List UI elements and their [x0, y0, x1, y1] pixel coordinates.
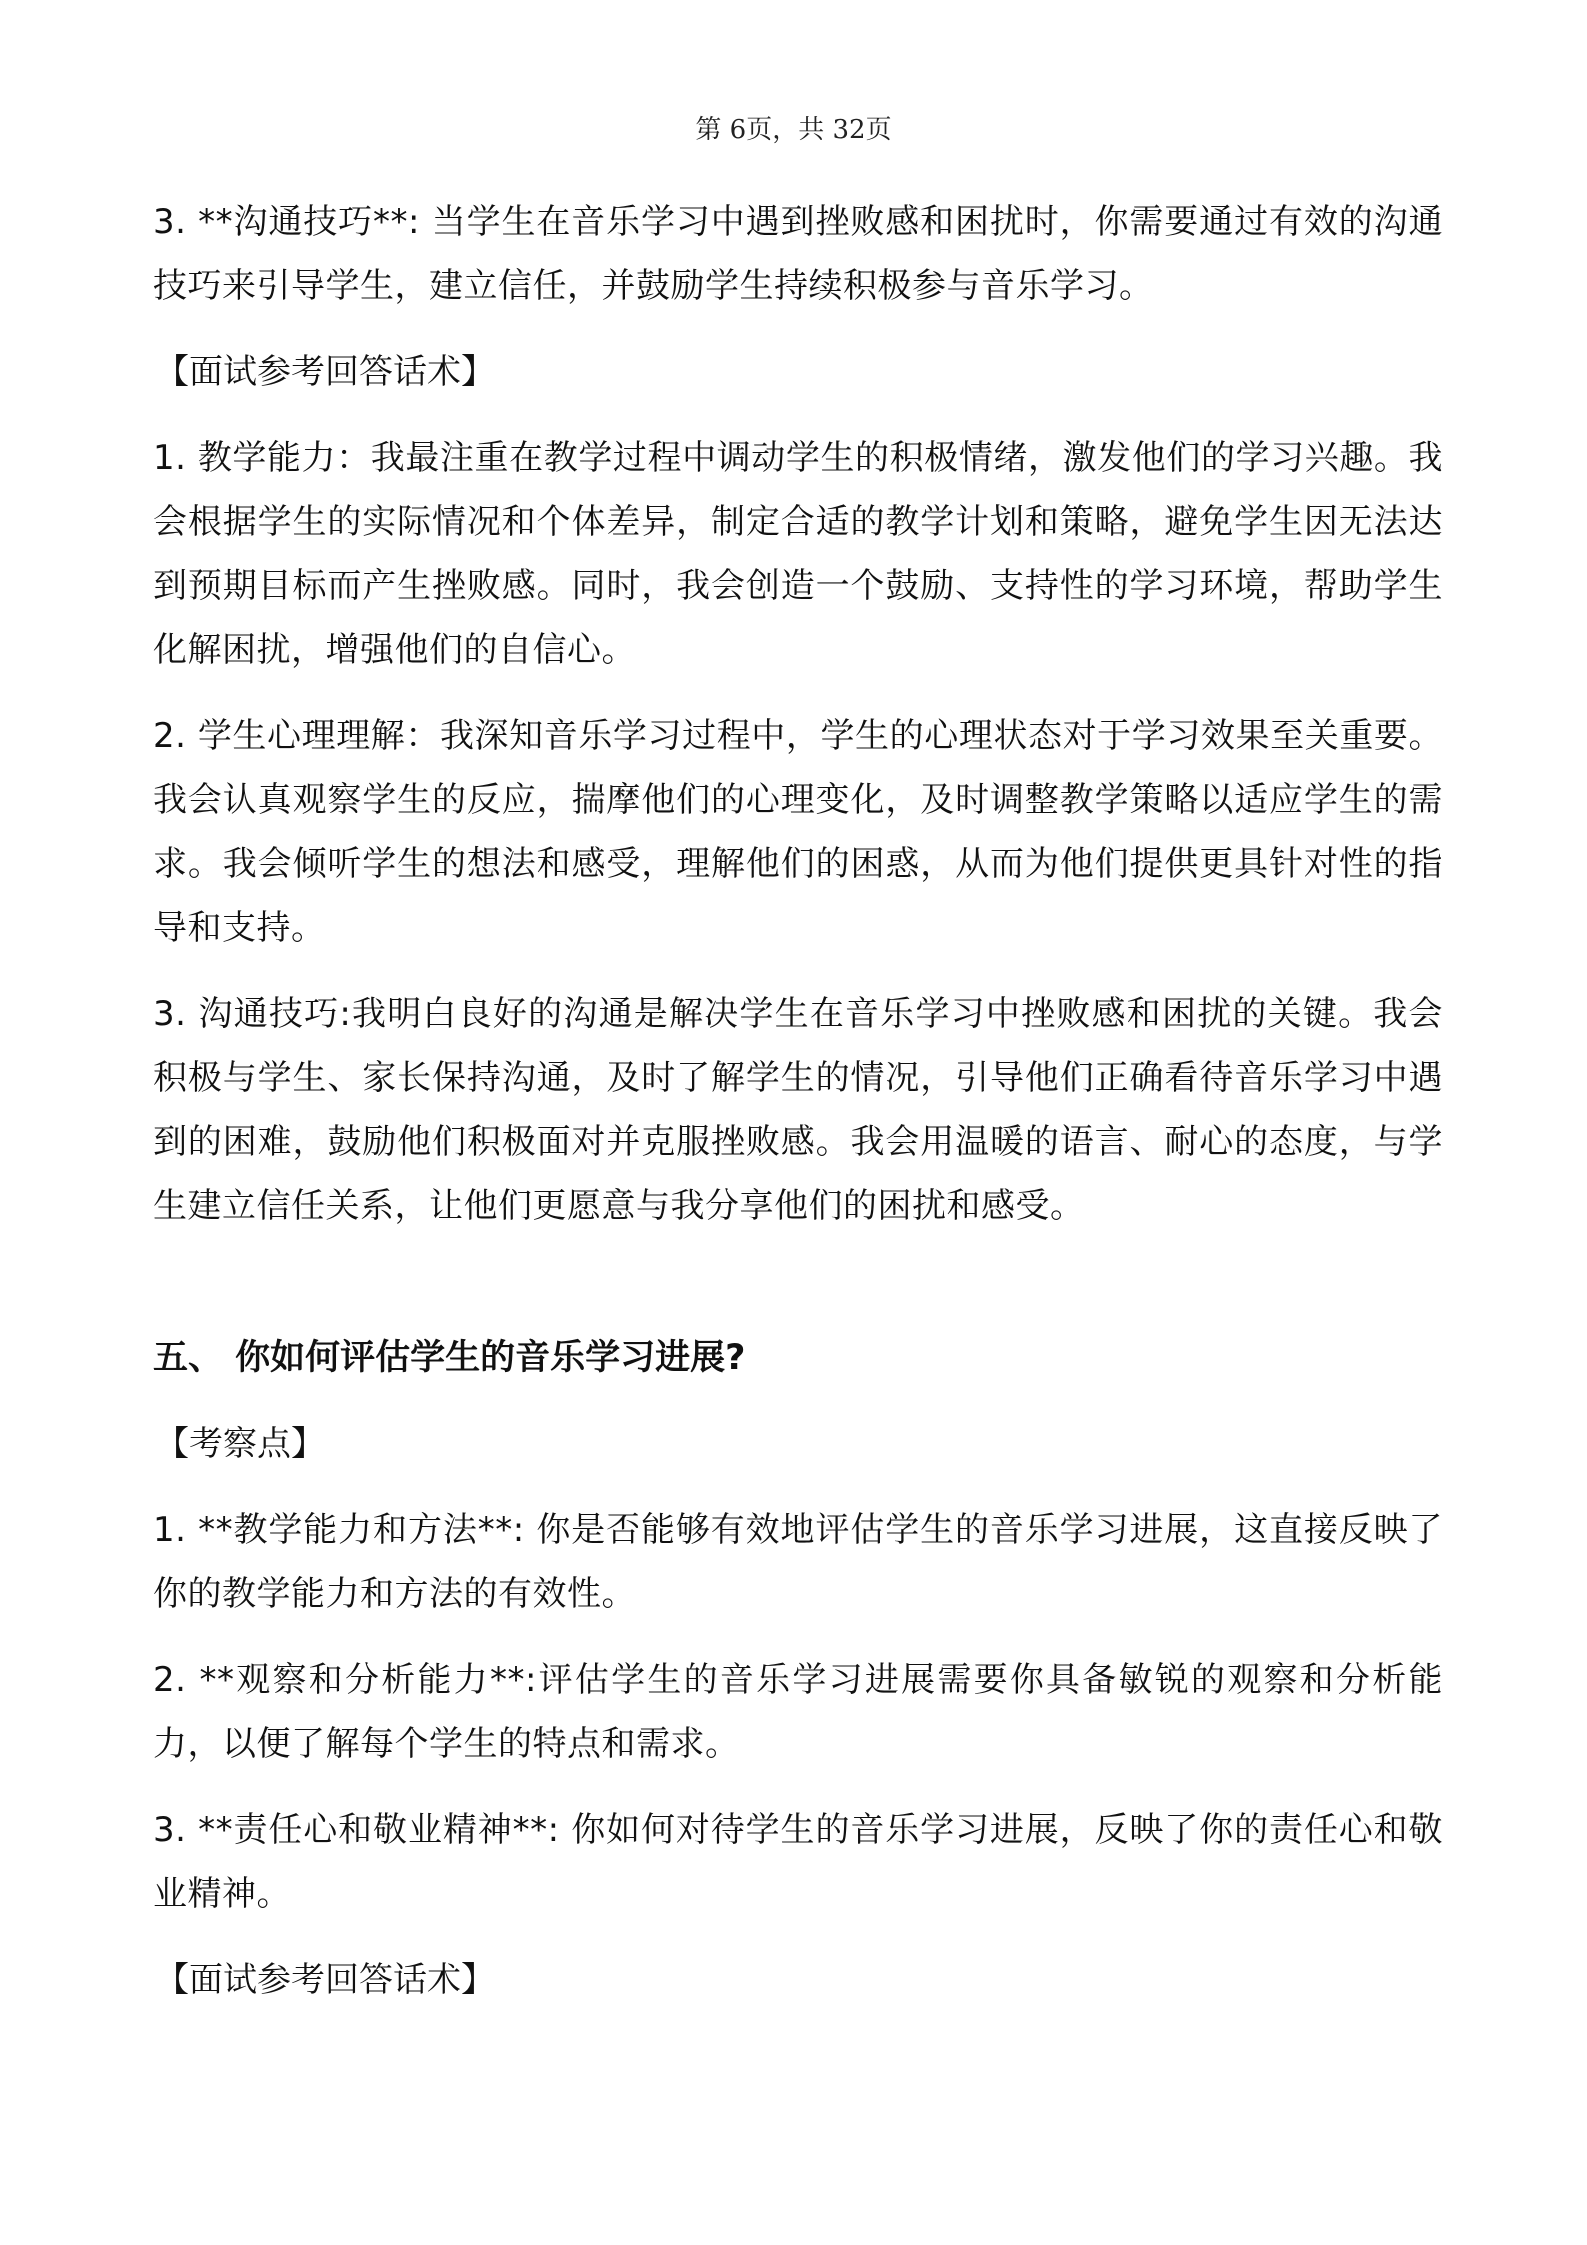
section-heading-five: 五、 你如何评估学生的音乐学习进展?	[153, 1338, 746, 1378]
exam-point-observation-paragraph: 2. **观察和分析能力**:评估学生的音乐学习进展需要你具备敏锐的观察和分析能力，以便了解每个学生的特点和需求。	[153, 1660, 1443, 1764]
document-body	[153, 190, 1443, 2034]
reference-answer-label-2: 【面试参考回答话术】	[155, 1960, 495, 2000]
answer-communication-paragraph: 3. 沟通技巧:我明白良好的沟通是解决学生在音乐学习中挫败感和困扰的关键。我会积极与学生、家长保持沟通，及时了解学生的情况，引导他们正确看待音乐学习中遇到的困难，鼓励他们积极面对并克服挫败感。我会用温暖的语言、耐心的态度，与学生建立信任关系，让他们更愿意与我分享他们的困扰和感受。	[153, 994, 1443, 1226]
answer-teaching-ability-paragraph: 1. 教学能力：我最注重在教学过程中调动学生的积极情绪，激发他们的学习兴趣。我会根据学生的实际情况和个体差异，制定合适的教学计划和策略，避免学生因无法达到预期目标而产生挫败感。同时，我会创造一个鼓励、支持性的学习环境，帮助学生化解困扰，增强他们的自信心。	[153, 438, 1443, 670]
exam-points-label: 【考察点】	[155, 1424, 325, 1464]
exam-point-teaching-paragraph: 1. **教学能力和方法**: 你是否能够有效地评估学生的音乐学习进展，这直接反映了你的教学能力和方法的有效性。	[153, 1510, 1443, 1614]
answer-student-psychology-paragraph: 2. 学生心理理解：我深知音乐学习过程中，学生的心理状态对于学习效果至关重要。我会认真观察学生的反应，揣摩他们的心理变化，及时调整教学策略以适应学生的需求。我会倾听学生的想法和感受，理解他们的困惑，从而为他们提供更具针对性的指导和支持。	[153, 716, 1443, 948]
reference-answer-label: 【面试参考回答话术】	[155, 352, 495, 392]
page-number-header: 第 6页，共 32页	[695, 115, 892, 145]
exam-point-communication-paragraph: 3. **沟通技巧**: 当学生在音乐学习中遇到挫败感和困扰时，你需要通过有效的沟通技巧来引导学生，建立信任，并鼓励学生持续积极参与音乐学习。	[153, 202, 1443, 306]
exam-point-responsibility-paragraph: 3. **责任心和敬业精神**: 你如何对待学生的音乐学习进展，反映了你的责任心和敬业精神。	[153, 1810, 1443, 1914]
